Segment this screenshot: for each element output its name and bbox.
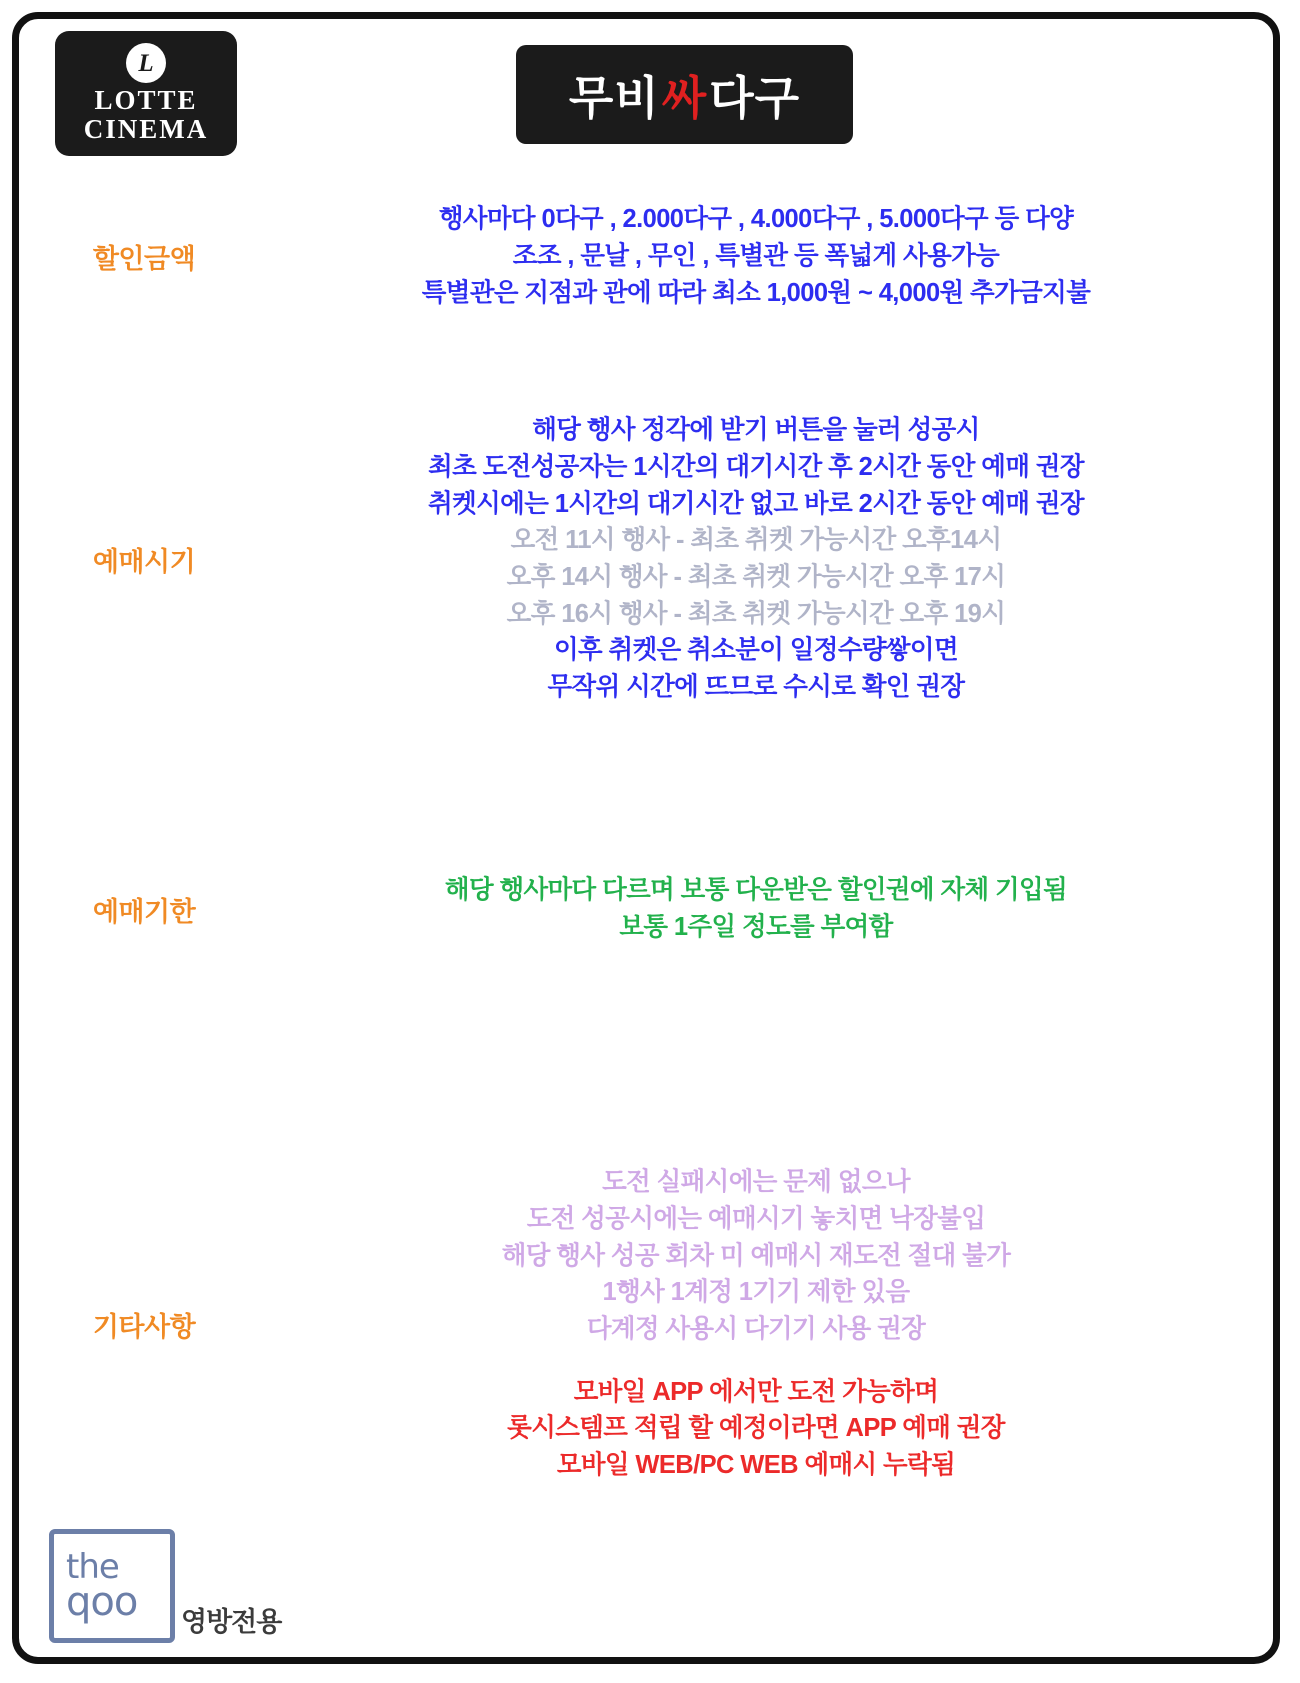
row-body-booking-deadline [269, 872, 1273, 945]
table-row-booking-time [19, 344, 1273, 774]
row-label-etc: 기타사항 [92, 1311, 196, 1342]
page-title-prefix: 무비 [568, 71, 660, 124]
theqoo-logo [49, 1529, 175, 1643]
table-row-booking-deadline [19, 774, 1273, 1044]
row-line: 모바일 WEB/PC WEB 예매시 누락됨 [556, 1451, 956, 1480]
info-table [19, 169, 1273, 1604]
row-line: 오후 14시 행사 - 최초 취켓 가능시간 오후 17시 [506, 563, 1006, 591]
row-label-discount: 할인금액 [92, 244, 196, 274]
row-line: 도전 성공시에는 예매시기 놓치면 낙장불입 [526, 1204, 986, 1233]
row-line: 모바일 APP 에서만 도전 가능하며 [573, 1377, 939, 1406]
spacer [269, 1348, 1243, 1374]
row-line: 이후 취켓은 취소분이 일정수량쌓이면 [554, 636, 958, 665]
lotte-logo-line1: LOTTE [94, 85, 198, 116]
lotte-logo-icon [126, 43, 166, 83]
row-line: 롯시스템프 적립 할 예정이라면 APP 예매 권장 [507, 1414, 1005, 1443]
row-label-booking-deadline: 예매기한 [92, 896, 196, 927]
row-body-etc [269, 1164, 1273, 1484]
row-body-discount [269, 201, 1273, 311]
row-line: 오전 11시 행사 - 최초 취켓 가능시간 오후14시 [510, 526, 1002, 555]
lotte-logo-glyph: L [138, 49, 154, 77]
row-body-booking-time [269, 412, 1273, 706]
row-line: 특별관은 지점과 관에 따라 최소 1,000원 ~ 4,000원 추가금지불 [421, 278, 1091, 307]
row-line: 조조 , 문날 , 무인 , 특별관 등 폭넓게 사용가능 [512, 242, 1000, 271]
row-line: 최초 도전성공자는 1시간의 대기시간 후 2시간 동안 예매 권장 [428, 452, 1084, 481]
row-line: 해당 행사마다 다르며 보통 다운받은 할인권에 자체 기입됨 [444, 876, 1068, 905]
row-line: 무작위 시간에 뜨므로 수시로 확인 권장 [547, 673, 965, 702]
row-label-booking-time: 예매시기 [92, 546, 196, 577]
page-title-suffix: 다구 [709, 71, 801, 124]
poster-card [12, 12, 1280, 1664]
row-line: 다계정 사용시 다기기 사용 권장 [586, 1315, 926, 1343]
row-line: 해당 행사 정각에 받기 버튼을 눌러 성공시 [532, 416, 980, 445]
row-line: 1행사 1계정 1기기 제한 있음 [602, 1278, 910, 1307]
lotte-cinema-logo [55, 31, 237, 156]
page-title [516, 45, 853, 144]
row-line: 도전 실패시에는 문제 없으나 [602, 1168, 910, 1197]
row-line: 보통 1주일 정도를 부여함 [619, 913, 893, 941]
footer [49, 1529, 281, 1643]
footer-caption: 영방전용 [181, 1607, 282, 1637]
row-line: 행사마다 0다구 , 2.000다구 , 4.000다구 , 5.000다구 등 다양 [438, 205, 1074, 234]
table-row-discount [19, 169, 1273, 344]
page-title-accent: 싸 [661, 71, 708, 124]
lotte-logo-line2: CINEMA [83, 114, 209, 144]
table-row-etc [19, 1044, 1273, 1604]
row-line: 취켓시에는 1시간의 대기시간 없고 바로 2시간 동안 예매 권장 [428, 489, 1084, 518]
theqoo-logo-line2: qoo [66, 1579, 138, 1626]
theqoo-logo-line1: the [66, 1546, 119, 1587]
row-line: 해당 행사 성공 회차 미 예매시 재도전 절대 불가 [501, 1241, 1011, 1270]
row-line: 오후 16시 행사 - 최초 취켓 가능시간 오후 19시 [506, 599, 1006, 628]
